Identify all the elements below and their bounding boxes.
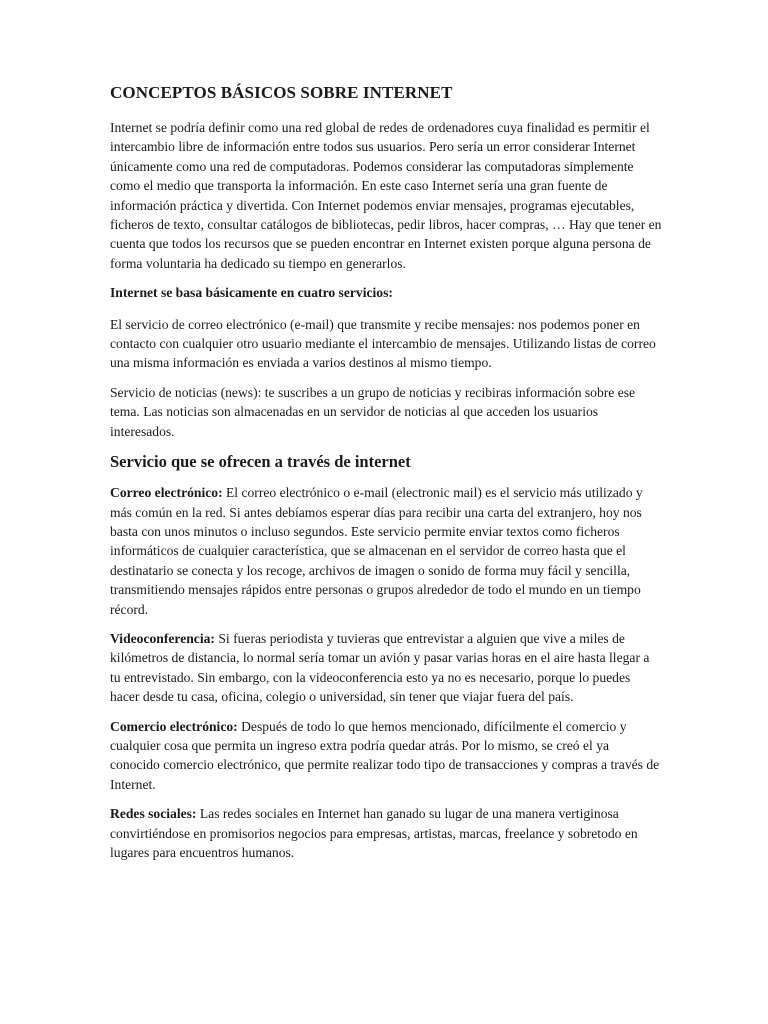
- section-heading: Servicio que se ofrecen a través de internet: [110, 452, 411, 472]
- item-text-social: Las redes sociales en Internet han ganado su lugar de una manera vertiginosa convirtiéndose en promisorios negocios para empresas, artistas, marcas, freelance y sobretodo en lugares para encuentros humanos.: [110, 806, 638, 860]
- item-paragraph-ecommerce: [110, 717, 662, 795]
- item-paragraph-email: [110, 483, 662, 619]
- item-text-email: El correo electrónico o e-mail (electronic mail) es el servicio más utilizado y más común en la red. Si antes debíamos esperar días para recibir una carta del extranjero, hoy nos basta con unos minutos o incluso segundos. Este servicio permite enviar textos como ficheros informáticos de cualquier característica, que se almacenan en el servidor de correo hasta que el destinatario se conecta y los recoge, archivos de imagen o sonido de forma muy fácil y sencilla, transmitiendo mensajes rápidos entre personas o grupos alrededor de todo el mundo en un tiempo récord.: [110, 485, 643, 617]
- intro-paragraph: Internet se podría definir como una red global de redes de ordenadores cuya finalidad es permitir el intercambio libre de información entre todos sus usuarios. Pero sería un error considerar Internet únicamente como una red de computadoras. Podemos considerar las computadoras simplemente como el medio que transporta la información. En este caso Internet sería una gran fuente de información práctica y divertida. Con Internet podemos enviar mensajes, programas ejecutables, ficheros de texto, consultar catálogos de bibliotecas, pedir libros, hacer compras, … Hay que tener en cuenta que todos los recursos que se pueden encontrar en Internet existen porque alguna persona de forma voluntaria ha dedicado su tiempo en generarlos.: [110, 120, 662, 271]
- service-news-paragraph: Servicio de noticias (news): te suscribes a un grupo de noticias y recibiras información sobre ese tema. Las noticias son almacenadas en un servidor de noticias al que acceden los usuarios interesados.: [110, 384, 636, 439]
- item-text-videoconference: Si fueras periodista y tuvieras que entrevistar a alguien que vive a miles de kilómetros de distancia, lo normal sería tomar un avión y pasar varias horas en el aire hasta llegar a tu entrevistado. Sin embargo, con la videoconferencia esto ya no es necesario, porque lo puedes hacer desde tu casa, oficina, colegio o universidad, sin tener que viajar fuera del país.: [110, 630, 650, 705]
- item-text-ecommerce: Después de todo lo que hemos mencionado, difícilmente el comercio y cualquier cosa que permita un ingreso extra podría quedar atrás. Por lo mismo, se creó el ya conocido comercio electrónico, que permite realizar todo tipo de transacciones y compras a través de Internet.: [110, 718, 660, 792]
- item-lead-social: Redes sociales:: [110, 806, 197, 822]
- item-lead-email: Correo electrónico:: [110, 485, 223, 501]
- item-paragraph-videoconference: [110, 629, 662, 707]
- service-email-paragraph: El servicio de correo electrónico (e-mail) que transmite y recibe mensajes: nos podemos poner en contacto con cualquier otro usuario mediante el intercambio de mensajes. Utilizando listas de correo una misma información es enviada a varios destinos al mismo tiempo.: [110, 316, 656, 371]
- item-lead-ecommerce: Comercio electrónico:: [110, 718, 238, 734]
- item-paragraph-social: [110, 804, 662, 862]
- item-lead-videoconference: Videoconferencia:: [110, 630, 215, 646]
- services-subheading: Internet se basa básicamente en cuatro servicios:: [110, 285, 393, 301]
- document-title: CONCEPTOS BÁSICOS SOBRE INTERNET: [110, 83, 453, 102]
